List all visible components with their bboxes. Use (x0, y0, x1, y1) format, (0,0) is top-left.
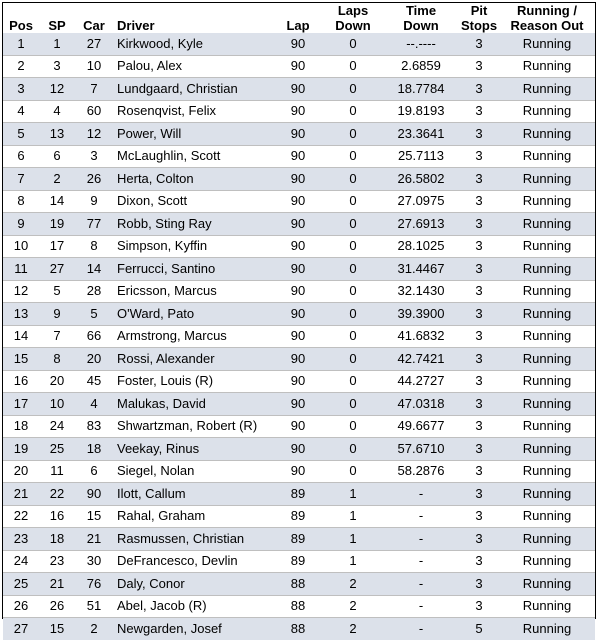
cell-driver: Kirkwood, Kyle (113, 33, 273, 55)
cell-car: 60 (75, 100, 113, 123)
cell-lap: 89 (273, 528, 323, 551)
cell-laps-down: 0 (323, 190, 383, 213)
table-row (3, 213, 595, 236)
cell-pos: 3 (3, 78, 39, 101)
cell-time-down: 31.4467 (383, 258, 459, 281)
cell-lap: 90 (273, 33, 323, 55)
cell-pos: 22 (3, 505, 39, 528)
cell-sp: 3 (39, 55, 75, 78)
cell-laps-down: 0 (323, 348, 383, 371)
cell-laps-down: 0 (323, 280, 383, 303)
cell-pit-stops: 3 (459, 33, 499, 55)
cell-laps-down: 0 (323, 33, 383, 55)
cell-time-down: 25.7113 (383, 145, 459, 168)
cell-driver: Power, Will (113, 123, 273, 146)
cell-time-down: - (383, 550, 459, 573)
cell-car: 83 (75, 415, 113, 438)
cell-laps-down: 0 (323, 370, 383, 393)
cell-car: 3 (75, 145, 113, 168)
cell-time-down: - (383, 573, 459, 596)
cell-time-down: 32.1430 (383, 280, 459, 303)
cell-sp: 13 (39, 123, 75, 146)
table-header-row (3, 3, 595, 33)
table-row (3, 190, 595, 213)
table-row (3, 550, 595, 573)
cell-pit-stops: 3 (459, 235, 499, 258)
cell-lap: 90 (273, 415, 323, 438)
cell-pos: 20 (3, 460, 39, 483)
cell-driver: Ilott, Callum (113, 483, 273, 506)
cell-car: 10 (75, 55, 113, 78)
cell-time-down: - (383, 483, 459, 506)
cell-time-down: 39.3900 (383, 303, 459, 326)
cell-sp: 22 (39, 483, 75, 506)
cell-pos: 1 (3, 33, 39, 55)
cell-pos: 25 (3, 573, 39, 596)
cell-car: 26 (75, 168, 113, 191)
header-car: Car (83, 18, 105, 33)
cell-laps-down: 0 (323, 438, 383, 461)
cell-pit-stops: 3 (459, 123, 499, 146)
cell-driver: Robb, Sting Ray (113, 213, 273, 236)
cell-status: Running (499, 528, 595, 551)
cell-status: Running (499, 460, 595, 483)
cell-pos: 9 (3, 213, 39, 236)
cell-laps-down: 0 (323, 258, 383, 281)
cell-lap: 90 (273, 168, 323, 191)
cell-sp: 5 (39, 280, 75, 303)
header-pit-stops: Pit Stops (460, 3, 498, 33)
header-time-down: Time Down (403, 3, 439, 33)
cell-time-down: 28.1025 (383, 235, 459, 258)
cell-driver: Ericsson, Marcus (113, 280, 273, 303)
cell-driver: Herta, Colton (113, 168, 273, 191)
table-row (3, 325, 595, 348)
cell-car: 15 (75, 505, 113, 528)
cell-pos: 23 (3, 528, 39, 551)
cell-pos: 13 (3, 303, 39, 326)
cell-pit-stops: 3 (459, 528, 499, 551)
table-row (3, 393, 595, 416)
cell-time-down: 41.6832 (383, 325, 459, 348)
cell-driver: McLaughlin, Scott (113, 145, 273, 168)
cell-sp: 2 (39, 168, 75, 191)
cell-status: Running (499, 168, 595, 191)
cell-lap: 90 (273, 235, 323, 258)
cell-sp: 9 (39, 303, 75, 326)
cell-driver: Armstrong, Marcus (113, 325, 273, 348)
cell-laps-down: 2 (323, 618, 383, 640)
cell-pit-stops: 3 (459, 595, 499, 618)
cell-driver: Palou, Alex (113, 55, 273, 78)
cell-pos: 12 (3, 280, 39, 303)
cell-time-down: - (383, 528, 459, 551)
cell-driver: Rahal, Graham (113, 505, 273, 528)
cell-car: 90 (75, 483, 113, 506)
cell-pos: 2 (3, 55, 39, 78)
cell-laps-down: 1 (323, 528, 383, 551)
cell-car: 2 (75, 618, 113, 640)
cell-sp: 11 (39, 460, 75, 483)
cell-status: Running (499, 595, 595, 618)
cell-pit-stops: 3 (459, 460, 499, 483)
cell-status: Running (499, 100, 595, 123)
cell-sp: 10 (39, 393, 75, 416)
cell-status: Running (499, 190, 595, 213)
cell-pit-stops: 3 (459, 505, 499, 528)
cell-car: 28 (75, 280, 113, 303)
table-row (3, 483, 595, 506)
cell-status: Running (499, 258, 595, 281)
table-row (3, 168, 595, 191)
table-row (3, 280, 595, 303)
cell-status: Running (499, 438, 595, 461)
cell-lap: 89 (273, 505, 323, 528)
table-row (3, 528, 595, 551)
cell-time-down: 26.5802 (383, 168, 459, 191)
cell-status: Running (499, 550, 595, 573)
cell-pit-stops: 3 (459, 213, 499, 236)
header-sp: SP (48, 18, 66, 33)
cell-status: Running (499, 370, 595, 393)
cell-status: Running (499, 78, 595, 101)
cell-lap: 90 (273, 258, 323, 281)
cell-laps-down: 0 (323, 325, 383, 348)
cell-sp: 23 (39, 550, 75, 573)
table-row (3, 415, 595, 438)
cell-time-down: 23.3641 (383, 123, 459, 146)
cell-pos: 8 (3, 190, 39, 213)
cell-pos: 18 (3, 415, 39, 438)
cell-status: Running (499, 280, 595, 303)
cell-lap: 90 (273, 438, 323, 461)
table-row (3, 460, 595, 483)
cell-sp: 15 (39, 618, 75, 640)
cell-lap: 90 (273, 370, 323, 393)
cell-lap: 90 (273, 325, 323, 348)
cell-laps-down: 0 (323, 123, 383, 146)
cell-laps-down: 0 (323, 393, 383, 416)
header-status: Running / Reason Out (510, 3, 584, 33)
cell-car: 9 (75, 190, 113, 213)
cell-laps-down: 1 (323, 550, 383, 573)
cell-driver: O'Ward, Pato (113, 303, 273, 326)
cell-driver: Rossi, Alexander (113, 348, 273, 371)
cell-laps-down: 2 (323, 595, 383, 618)
cell-pos: 4 (3, 100, 39, 123)
header-lap: Lap (286, 18, 310, 33)
table-row (3, 55, 595, 78)
cell-car: 51 (75, 595, 113, 618)
cell-pit-stops: 3 (459, 100, 499, 123)
cell-status: Running (499, 393, 595, 416)
cell-car: 14 (75, 258, 113, 281)
cell-pit-stops: 3 (459, 550, 499, 573)
cell-status: Running (499, 573, 595, 596)
cell-time-down: 57.6710 (383, 438, 459, 461)
cell-car: 6 (75, 460, 113, 483)
cell-pos: 15 (3, 348, 39, 371)
cell-lap: 90 (273, 303, 323, 326)
table-row (3, 33, 595, 55)
cell-sp: 6 (39, 145, 75, 168)
results-table-frame (2, 2, 596, 636)
cell-sp: 18 (39, 528, 75, 551)
cell-pit-stops: 3 (459, 55, 499, 78)
cell-laps-down: 0 (323, 213, 383, 236)
cell-laps-down: 0 (323, 460, 383, 483)
cell-status: Running (499, 483, 595, 506)
cell-status: Running (499, 303, 595, 326)
cell-pit-stops: 3 (459, 190, 499, 213)
cell-time-down: - (383, 595, 459, 618)
cell-time-down: - (383, 618, 459, 640)
cell-car: 4 (75, 393, 113, 416)
cell-sp: 20 (39, 370, 75, 393)
cell-car: 27 (75, 33, 113, 55)
table-row (3, 303, 595, 326)
cell-car: 66 (75, 325, 113, 348)
cell-pos: 7 (3, 168, 39, 191)
cell-laps-down: 0 (323, 55, 383, 78)
cell-pos: 11 (3, 258, 39, 281)
cell-status: Running (499, 618, 595, 640)
cell-lap: 90 (273, 100, 323, 123)
cell-car: 76 (75, 573, 113, 596)
cell-driver: Daly, Conor (113, 573, 273, 596)
cell-time-down: 27.0975 (383, 190, 459, 213)
cell-pit-stops: 3 (459, 370, 499, 393)
cell-time-down: 19.8193 (383, 100, 459, 123)
cell-car: 21 (75, 528, 113, 551)
table-row (3, 573, 595, 596)
cell-pit-stops: 3 (459, 348, 499, 371)
header-laps-down: Laps Down (335, 3, 371, 33)
cell-time-down: - (383, 505, 459, 528)
cell-car: 7 (75, 78, 113, 101)
table-row (3, 78, 595, 101)
cell-sp: 12 (39, 78, 75, 101)
cell-lap: 89 (273, 550, 323, 573)
cell-status: Running (499, 213, 595, 236)
cell-status: Running (499, 235, 595, 258)
cell-driver: DeFrancesco, Devlin (113, 550, 273, 573)
cell-pos: 16 (3, 370, 39, 393)
cell-pos: 14 (3, 325, 39, 348)
header-pos: Pos (9, 18, 33, 33)
cell-pit-stops: 3 (459, 168, 499, 191)
cell-sp: 7 (39, 325, 75, 348)
cell-driver: Newgarden, Josef (113, 618, 273, 640)
cell-pos: 24 (3, 550, 39, 573)
cell-pit-stops: 3 (459, 325, 499, 348)
table-row (3, 505, 595, 528)
cell-pit-stops: 3 (459, 303, 499, 326)
cell-driver: Shwartzman, Robert (R) (113, 415, 273, 438)
cell-sp: 25 (39, 438, 75, 461)
cell-laps-down: 0 (323, 168, 383, 191)
cell-pit-stops: 3 (459, 258, 499, 281)
cell-laps-down: 0 (323, 415, 383, 438)
cell-sp: 27 (39, 258, 75, 281)
cell-pos: 5 (3, 123, 39, 146)
cell-driver: Veekay, Rinus (113, 438, 273, 461)
cell-laps-down: 0 (323, 78, 383, 101)
cell-time-down: 47.0318 (383, 393, 459, 416)
table-row (3, 100, 595, 123)
table-row (3, 438, 595, 461)
cell-pit-stops: 3 (459, 415, 499, 438)
cell-lap: 88 (273, 618, 323, 640)
cell-status: Running (499, 415, 595, 438)
cell-pos: 26 (3, 595, 39, 618)
cell-pos: 27 (3, 618, 39, 640)
table-row (3, 595, 595, 618)
cell-driver: Abel, Jacob (R) (113, 595, 273, 618)
cell-time-down: 2.6859 (383, 55, 459, 78)
cell-car: 12 (75, 123, 113, 146)
cell-driver: Dixon, Scott (113, 190, 273, 213)
cell-time-down: 49.6677 (383, 415, 459, 438)
cell-laps-down: 2 (323, 573, 383, 596)
cell-lap: 90 (273, 213, 323, 236)
cell-time-down: 42.7421 (383, 348, 459, 371)
cell-lap: 90 (273, 55, 323, 78)
table-row (3, 145, 595, 168)
cell-sp: 19 (39, 213, 75, 236)
cell-status: Running (499, 33, 595, 55)
cell-laps-down: 1 (323, 483, 383, 506)
cell-pos: 6 (3, 145, 39, 168)
cell-driver: Siegel, Nolan (113, 460, 273, 483)
cell-sp: 24 (39, 415, 75, 438)
cell-pit-stops: 5 (459, 618, 499, 640)
cell-lap: 90 (273, 190, 323, 213)
cell-driver: Malukas, David (113, 393, 273, 416)
cell-lap: 88 (273, 595, 323, 618)
cell-status: Running (499, 348, 595, 371)
cell-laps-down: 1 (323, 505, 383, 528)
cell-pos: 17 (3, 393, 39, 416)
cell-laps-down: 0 (323, 100, 383, 123)
cell-driver: Simpson, Kyffin (113, 235, 273, 258)
table-row (3, 258, 595, 281)
cell-pit-stops: 3 (459, 393, 499, 416)
cell-lap: 90 (273, 348, 323, 371)
cell-pit-stops: 3 (459, 438, 499, 461)
cell-car: 18 (75, 438, 113, 461)
table-row (3, 235, 595, 258)
cell-car: 20 (75, 348, 113, 371)
cell-lap: 90 (273, 78, 323, 101)
cell-status: Running (499, 55, 595, 78)
cell-pos: 19 (3, 438, 39, 461)
cell-car: 5 (75, 303, 113, 326)
cell-pit-stops: 3 (459, 78, 499, 101)
cell-time-down: 44.2727 (383, 370, 459, 393)
cell-pit-stops: 3 (459, 573, 499, 596)
cell-sp: 4 (39, 100, 75, 123)
cell-car: 77 (75, 213, 113, 236)
race-results-table (3, 3, 595, 640)
table-row (3, 370, 595, 393)
cell-lap: 89 (273, 483, 323, 506)
cell-time-down: --.---- (383, 33, 459, 55)
cell-driver: Foster, Louis (R) (113, 370, 273, 393)
cell-laps-down: 0 (323, 235, 383, 258)
cell-car: 8 (75, 235, 113, 258)
cell-driver: Rasmussen, Christian (113, 528, 273, 551)
cell-sp: 21 (39, 573, 75, 596)
cell-lap: 90 (273, 145, 323, 168)
cell-pit-stops: 3 (459, 483, 499, 506)
header-driver: Driver (117, 18, 155, 33)
table-row (3, 123, 595, 146)
cell-sp: 16 (39, 505, 75, 528)
cell-sp: 17 (39, 235, 75, 258)
cell-time-down: 27.6913 (383, 213, 459, 236)
cell-driver: Rosenqvist, Felix (113, 100, 273, 123)
cell-car: 30 (75, 550, 113, 573)
cell-lap: 90 (273, 280, 323, 303)
cell-pos: 10 (3, 235, 39, 258)
cell-status: Running (499, 123, 595, 146)
cell-status: Running (499, 325, 595, 348)
cell-lap: 90 (273, 460, 323, 483)
cell-car: 45 (75, 370, 113, 393)
cell-pit-stops: 3 (459, 280, 499, 303)
cell-driver: Lundgaard, Christian (113, 78, 273, 101)
table-row (3, 348, 595, 371)
cell-driver: Ferrucci, Santino (113, 258, 273, 281)
cell-status: Running (499, 145, 595, 168)
cell-time-down: 18.7784 (383, 78, 459, 101)
cell-sp: 14 (39, 190, 75, 213)
cell-sp: 26 (39, 595, 75, 618)
cell-time-down: 58.2876 (383, 460, 459, 483)
cell-laps-down: 0 (323, 145, 383, 168)
cell-laps-down: 0 (323, 303, 383, 326)
cell-pos: 21 (3, 483, 39, 506)
cell-pit-stops: 3 (459, 145, 499, 168)
cell-lap: 90 (273, 393, 323, 416)
cell-sp: 8 (39, 348, 75, 371)
cell-sp: 1 (39, 33, 75, 55)
cell-lap: 90 (273, 123, 323, 146)
cell-lap: 88 (273, 573, 323, 596)
cell-status: Running (499, 505, 595, 528)
